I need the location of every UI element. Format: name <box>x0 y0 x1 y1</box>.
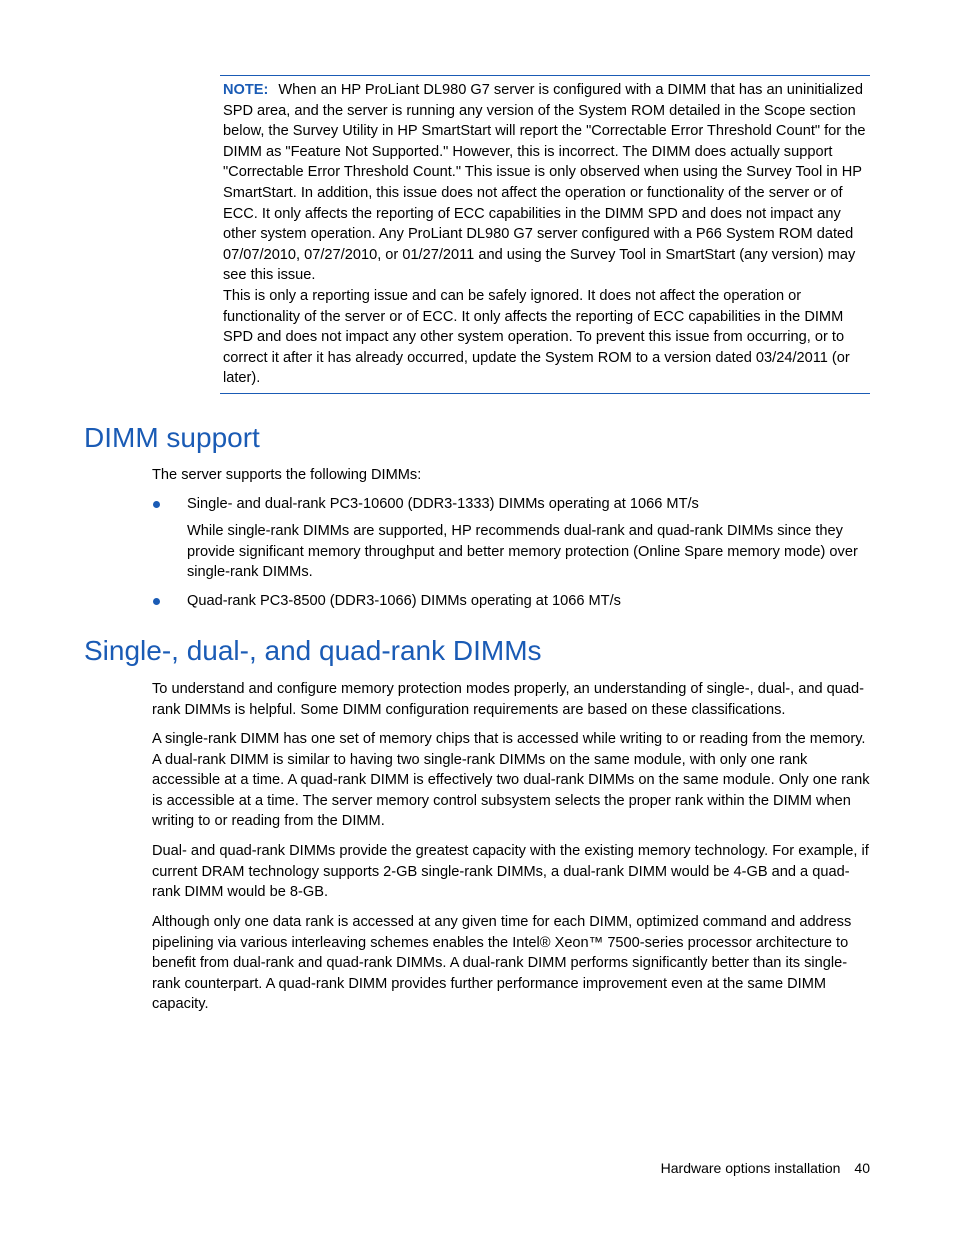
footer-section-title: Hardware options installation <box>660 1160 841 1176</box>
note-box <box>220 75 870 394</box>
rank-paragraph-2: A single-rank DIMM has one set of memory chips that is accessed while writing to or reading from the memory. A dual-rank DIMM is similar to having two single-rank DIMMs on the same module, with only one rank accessible at a time. A quad-rank DIMM is effectively two dual-rank DIMMs on the same module. Only one rank is accessible at a time. The server memory control subsystem selects the proper rank within the DIMM when writing to or reading from the DIMM. <box>152 731 870 830</box>
rank-paragraph-1: To understand and configure memory protection modes properly, an understanding of single-, dual-, and quad-rank DIMMs is helpful. Some DIMM configuration requirements are based on these classifications. <box>152 681 865 718</box>
note-label: NOTE: <box>223 82 269 98</box>
note-paragraph-2: This is only a reporting issue and can be safely ignored. It does not affect the operation or functionality of the server or of ECC. It only affects the reporting of ECC capabilities in the DIMM SPD and does not impact any other system operation. To prevent this issue from occurring, or to correct it after it has already occurred, update the System ROM to a version dated 03/24/2011 (or later). <box>223 287 850 387</box>
bullet-item-1-detail: While single-rank DIMMs are supported, HP recommends dual-rank and quad-rank DIMMs since they provide significant memory throughput and better memory protection (Online Spare memory mode) over single-rank DIMMs. <box>187 523 858 581</box>
heading-rank-dimms: Single-, dual-, and quad-rank DIMMs <box>84 635 542 666</box>
rank-paragraph-4: Although only one data rank is accessed at any given time for each DIMM, optimized command and address pipelining via various interleaving schemes enables the Intel® Xeon™ 7500-series processor architecture to benefit from dual-rank and quad-rank DIMMs. A dual-rank DIMM performs significantly better than its single-rank counterpart. A quad-rank DIMM provides further performance improvement even at the same DIMM capacity. <box>152 914 852 1013</box>
bullet-item-2: Quad-rank PC3-8500 (DDR3-1066) DIMMs operating at 1066 MT/s <box>187 593 621 609</box>
rank-paragraph-3: Dual- and quad-rank DIMMs provide the greatest capacity with the existing memory technology. For example, if current DRAM technology supports 2-GB single-rank DIMMs, a dual-rank DIMM would be 4-GB and a quad-rank DIMM would be 8-GB. <box>152 843 869 901</box>
note-paragraph-1 <box>223 80 870 286</box>
dimm-support-intro: The server supports the following DIMMs: <box>152 467 422 483</box>
note-text-1: When an HP ProLiant DL980 G7 server is configured with a DIMM that has an uninitialized SPD area, and the server is running any version of the System ROM detailed in the Scope section below, the Survey Utility in HP SmartStart will report the "Correctable Error Threshold Count" for the DIMM as "Feature Not Supported." However, this is incorrect. The DIMM does actually support "Correctable Error Threshold Count." This issue is only observed when using the Survey Tool in HP SmartStart. In addition, this issue does not affect the operation or functionality of the server or of ECC. It only affects the reporting of ECC capabilities in the DIMM SPD and does not impact any other system operation. Any ProLiant DL980 G7 server configured with a P66 System ROM dated 07/07/2010, 07/27/2010, or 01/27/2011 and using the Survey Tool in SmartStart (any version) may see this issue. <box>223 82 866 284</box>
footer-page-number: 40 <box>854 1160 870 1176</box>
page-footer <box>661 1158 870 1178</box>
heading-dimm-support: DIMM support <box>84 422 260 453</box>
bullet-dot-1 <box>153 501 160 508</box>
bullet-item-1: Single- and dual-rank PC3-10600 (DDR3-1333) DIMMs operating at 1066 MT/s <box>187 496 699 512</box>
bullet-dot-2 <box>153 598 160 605</box>
